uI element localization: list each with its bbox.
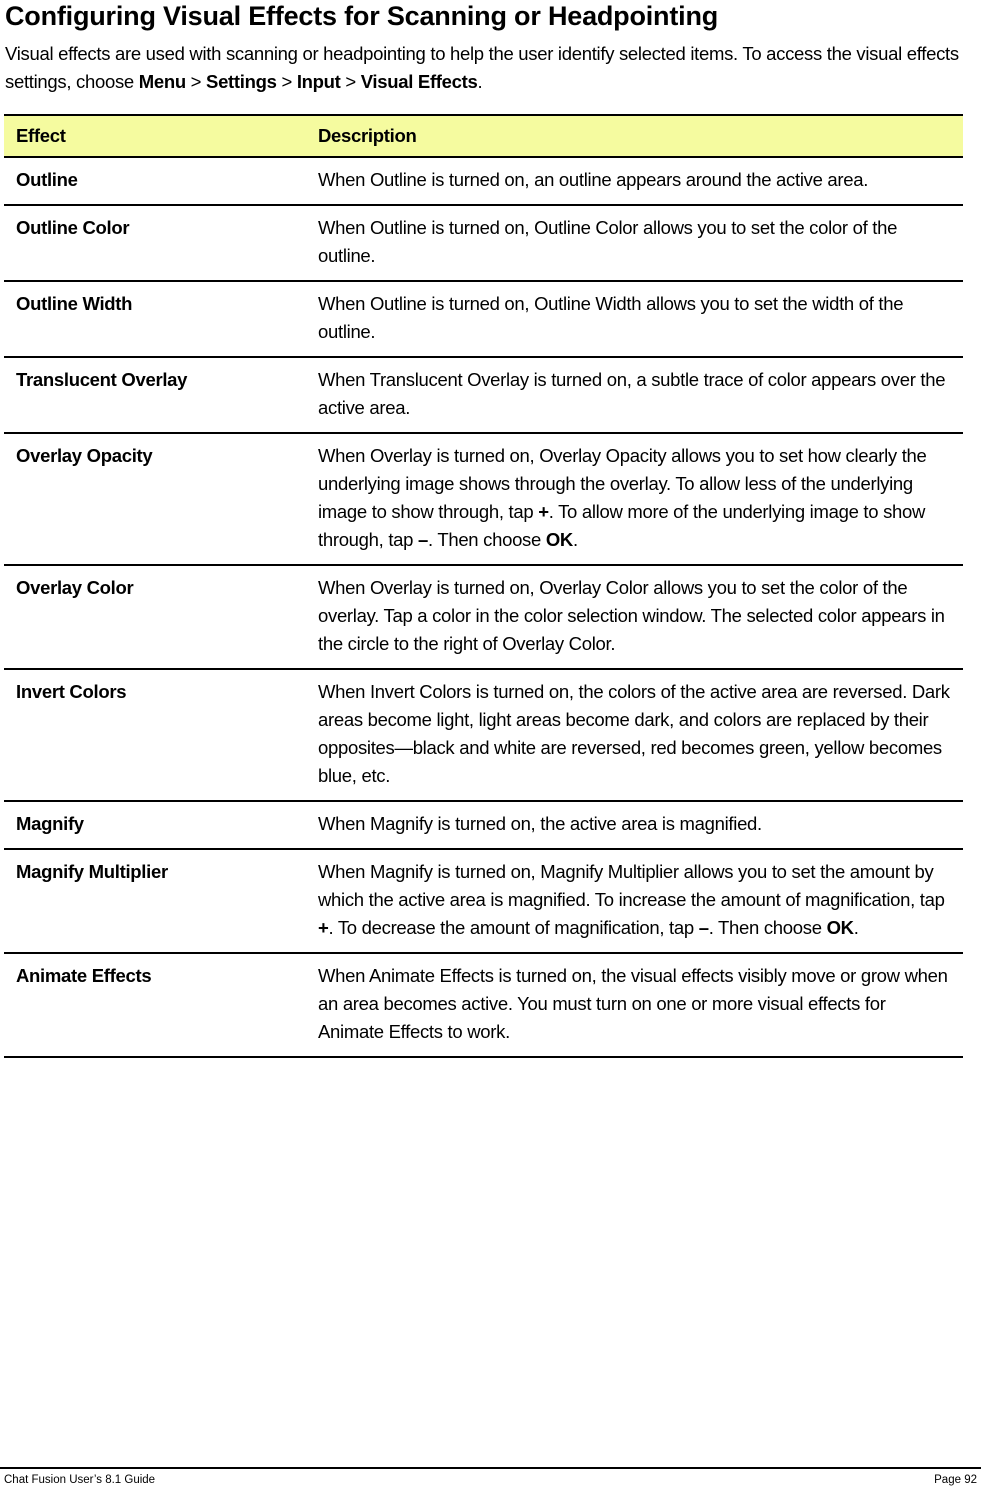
page-title: Configuring Visual Effects for Scanning or Headpointing — [5, 1, 719, 31]
description-text: When Overlay is turned on, Overlay Color allows you to set the color of the overlay. Tap a color in the color selection window. The selected color appears in the circle to the right of Overlay Color. — [318, 577, 945, 654]
footer-rule — [0, 1467, 981, 1469]
effect-description — [306, 849, 963, 953]
effect-description — [306, 281, 963, 357]
effect-description — [306, 357, 963, 433]
header-effect: Effect — [4, 115, 306, 157]
path-period: . — [477, 71, 483, 92]
effect-description — [306, 205, 963, 281]
path-separator: > — [276, 71, 297, 92]
effect-name: Outline Width — [4, 281, 306, 357]
description-emphasis: OK — [545, 529, 573, 550]
effect-description — [306, 669, 963, 801]
table-row — [4, 433, 963, 565]
description-text: . — [853, 917, 859, 938]
path-separator: > — [340, 71, 361, 92]
header-description: Description — [306, 115, 963, 157]
menu-path-visual-effects: Visual Effects — [360, 71, 478, 92]
visual-effects-table — [4, 114, 963, 1058]
path-separator: > — [185, 71, 207, 92]
description-emphasis: + — [318, 917, 329, 938]
intro-text: Visual effects are used with scanning or headpointing to help the user identify selected items. To access the visual effects settings, choose — [5, 43, 959, 92]
effect-name: Outline — [4, 157, 306, 205]
intro-paragraph — [5, 40, 973, 96]
effect-name: Invert Colors — [4, 669, 306, 801]
description-text: . To decrease the amount of magnification, tap — [328, 917, 699, 938]
effect-description — [306, 801, 963, 849]
effect-description — [306, 953, 963, 1057]
description-emphasis: – — [417, 529, 428, 550]
description-text: When Overlay is turned on, Overlay Opacity allows you to set how clearly the underlying image shows through the overlay. To allow less of the underlying image to show through, tap — [318, 445, 927, 522]
description-text: When Magnify is turned on, Magnify Multiplier allows you to set the amount by which the active area is magnified. To increase the amount of magnification, tap — [318, 861, 945, 910]
table-body — [4, 157, 963, 1057]
footer-page-number: Page 92 — [934, 1474, 977, 1486]
description-text: When Outline is turned on, Outline Width allows you to set the width of the outline. — [318, 293, 904, 342]
table-row — [4, 849, 963, 953]
description-emphasis: – — [698, 917, 709, 938]
menu-path-input: Input — [296, 71, 341, 92]
effect-name: Overlay Color — [4, 565, 306, 669]
description-text: When Translucent Overlay is turned on, a subtle trace of color appears over the active area. — [318, 369, 946, 418]
effect-name: Overlay Opacity — [4, 433, 306, 565]
table-row — [4, 669, 963, 801]
table-row — [4, 357, 963, 433]
description-text: . Then choose — [427, 529, 546, 550]
table-row — [4, 801, 963, 849]
description-text: . To allow more of the underlying image to show through, tap — [318, 501, 926, 550]
table-row — [4, 281, 963, 357]
description-text: When Invert Colors is turned on, the colors of the active area are reversed. Dark areas become light, light areas become dark, and colors are replaced by their opposites—black and white are reversed, red becomes green, yellow becomes blue, etc. — [318, 681, 950, 786]
table-row — [4, 953, 963, 1057]
menu-path-settings: Settings — [206, 71, 277, 92]
effect-name: Magnify — [4, 801, 306, 849]
effect-name: Animate Effects — [4, 953, 306, 1057]
menu-path-menu: Menu — [138, 71, 186, 92]
description-text: . — [573, 529, 578, 550]
effect-name: Outline Color — [4, 205, 306, 281]
description-text: When Magnify is turned on, the active area is magnified. — [318, 813, 762, 834]
description-text: When Animate Effects is turned on, the visual effects visibly move or grow when an area becomes active. You must turn on one or more visual effects for Animate Effects to work. — [318, 965, 948, 1042]
effect-name: Translucent Overlay — [4, 357, 306, 433]
description-emphasis: OK — [826, 917, 854, 938]
description-emphasis: + — [538, 501, 549, 522]
table-row — [4, 157, 963, 205]
table-row — [4, 205, 963, 281]
table-row — [4, 565, 963, 669]
table-header-row — [4, 115, 963, 157]
effect-description — [306, 433, 963, 565]
description-text: . Then choose — [708, 917, 827, 938]
description-text: When Outline is turned on, an outline appears around the active area. — [318, 169, 869, 190]
effect-name: Magnify Multiplier — [4, 849, 306, 953]
effect-description — [306, 157, 963, 205]
footer-guide-title: Chat Fusion User’s 8.1 Guide — [4, 1474, 156, 1486]
description-text: When Outline is turned on, Outline Color allows you to set the color of the outline. — [318, 217, 898, 266]
effect-description — [306, 565, 963, 669]
